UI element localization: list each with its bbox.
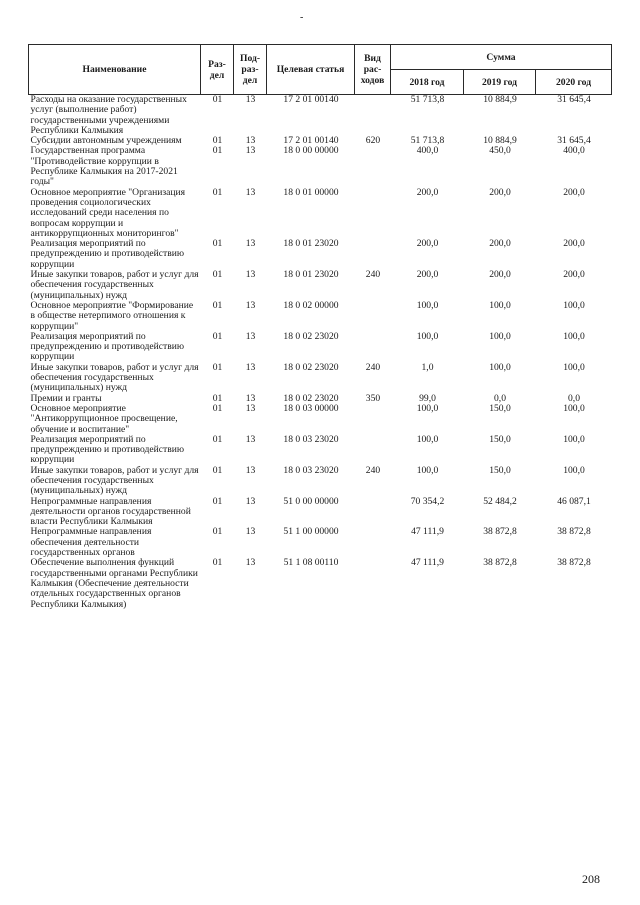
- row-podrazdel: 13: [245, 186, 256, 198]
- row-razdel: 01: [212, 94, 223, 105]
- row-sum-2019: 150,0: [489, 464, 511, 476]
- header-name: Наименование: [29, 45, 201, 95]
- row-razdel: 01: [212, 299, 223, 311]
- row-sum-2018: 100,0: [416, 299, 439, 311]
- row-podrazdel: 13: [245, 145, 256, 157]
- row-podrazdel: 13: [245, 94, 256, 105]
- row-sum-2019: 38 872,8: [483, 557, 517, 569]
- row-target-article: 18 0 01 00000: [283, 186, 339, 198]
- row-sum-2019: 200,0: [489, 269, 511, 281]
- row-razdel: 01: [212, 186, 223, 198]
- row-sum-2018: 100,0: [416, 464, 439, 476]
- row-expense-type: 240: [365, 269, 381, 281]
- row-sum-2019: 100,0: [489, 361, 511, 373]
- row-podrazdel: 13: [245, 526, 256, 538]
- row-sum-2019: 150,0: [489, 433, 511, 445]
- row-target-article: 51 1 00 00000: [283, 526, 339, 538]
- row-razdel: 01: [212, 145, 223, 157]
- row-expense-type: [355, 404, 391, 435]
- row-razdel: 01: [212, 464, 223, 476]
- row-sum-2018: 99,0: [419, 392, 436, 404]
- table-row: [29, 404, 612, 435]
- row-sum-2018: 1,0: [421, 361, 434, 373]
- row-sum-2020: 200,0: [563, 238, 585, 250]
- row-sum-2020: 0,0: [568, 392, 580, 404]
- header-expense-type: Вид рас-ходов: [355, 45, 391, 95]
- table-row: [29, 435, 612, 466]
- row-name: Расходы на оказание государственных услуг (выполнение работ) государственными учреждениями Республики Калмыкия: [30, 94, 187, 136]
- row-target-article: 18 0 00 00000: [283, 145, 339, 157]
- row-sum-2020: 38 872,8: [557, 526, 591, 538]
- row-sum-2019: 200,0: [489, 186, 511, 198]
- row-target-article: 17 2 01 00140: [283, 94, 339, 105]
- row-podrazdel: 13: [245, 402, 256, 414]
- row-name: Основное мероприятие "Антикоррупционное просвещение, обучение и воспитание": [30, 402, 178, 435]
- row-podrazdel: 13: [245, 557, 256, 569]
- row-razdel: 01: [212, 238, 223, 250]
- row-sum-2018: 51 713,8: [410, 94, 445, 105]
- row-target-article: 18 0 01 23020: [283, 269, 339, 281]
- row-razdel: 01: [212, 402, 223, 414]
- table-row: [29, 527, 612, 558]
- table-row: [29, 466, 612, 497]
- row-expense-type: [355, 558, 391, 609]
- row-sum-2020: 100,0: [563, 330, 585, 342]
- row-sum-2018: 47 111,9: [411, 526, 444, 538]
- row-sum-2019: 150,0: [489, 402, 511, 414]
- row-target-article: 18 0 02 23020: [283, 361, 339, 373]
- row-sum-2020: 46 087,1: [557, 495, 591, 507]
- row-sum-2020: 31 645,4: [557, 135, 591, 147]
- row-sum-2019: 52 484,2: [483, 495, 517, 507]
- row-sum-2020: 100,0: [563, 299, 585, 311]
- header-target-article: Целевая статья: [267, 45, 355, 95]
- row-podrazdel: 13: [245, 238, 256, 250]
- row-sum-2018: 200,0: [416, 238, 439, 250]
- row-expense-type: 240: [365, 464, 381, 476]
- row-sum-2020: 400,0: [563, 145, 585, 157]
- budget-table: [28, 44, 612, 610]
- table-body: [29, 95, 612, 610]
- row-name: Премии и гранты: [30, 392, 102, 404]
- row-sum-2020: 38 872,8: [557, 557, 591, 569]
- row-podrazdel: 13: [245, 495, 256, 507]
- row-target-article: 18 0 01 23020: [283, 238, 339, 250]
- row-target-article: 51 0 00 00000: [283, 495, 339, 507]
- row-sum-2018: 100,0: [416, 402, 439, 414]
- page-number: 208: [582, 872, 600, 886]
- row-sum-2020: 100,0: [563, 464, 585, 476]
- row-razdel: 01: [212, 557, 223, 569]
- table-row: [29, 188, 612, 239]
- row-sum-2019: 450,0: [489, 145, 511, 157]
- row-razdel: 01: [212, 269, 223, 281]
- row-podrazdel: 13: [245, 269, 256, 281]
- row-target-article: 18 0 03 00000: [283, 402, 339, 414]
- header-razdel: Раз-дел: [201, 45, 234, 95]
- row-name: Непрограммные направления деятельности органов государственной власти Республики Калмыкия: [30, 495, 191, 528]
- row-name: Основное мероприятие "Формирование в обществе нетерпимого отношения к коррупции": [30, 299, 194, 332]
- row-podrazdel: 13: [245, 433, 256, 445]
- row-sum-2020: 200,0: [563, 186, 585, 198]
- row-target-article: 18 0 02 00000: [283, 299, 339, 311]
- row-name: Иные закупки товаров, работ и услуг для обеспечения государственных (муниципальных) нужд: [30, 464, 199, 497]
- row-expense-type: [355, 301, 391, 332]
- header-year-2020: 2020 год: [536, 70, 612, 95]
- table-row: [29, 363, 612, 394]
- row-podrazdel: 13: [245, 392, 256, 404]
- row-razdel: 01: [212, 495, 223, 507]
- row-razdel: 01: [212, 433, 223, 445]
- row-target-article: 18 0 03 23020: [283, 464, 339, 476]
- row-name: Реализация мероприятий по предупреждению и противодействию коррупции: [30, 330, 185, 363]
- row-sum-2018: 100,0: [416, 330, 439, 342]
- row-expense-type: [355, 239, 391, 270]
- row-sum-2018: 400,0: [416, 145, 439, 157]
- row-target-article: 17 2 01 00140: [283, 135, 339, 147]
- table-row: [29, 239, 612, 270]
- row-name: Обеспечение выполнения функций государственными органами Республики Калмыкия (Обеспечение деятельности отдельных государственных органов Республики Калмыкия): [30, 557, 198, 610]
- row-name: Субсидии автономным учреждениям: [30, 135, 182, 147]
- row-expense-type: 620: [365, 135, 381, 147]
- row-podrazdel: 13: [245, 464, 256, 476]
- row-expense-type: [355, 435, 391, 466]
- table-row: [29, 146, 612, 187]
- top-mark: -: [300, 12, 304, 23]
- row-name: Иные закупки товаров, работ и услуг для обеспечения государственных (муниципальных) нужд: [30, 361, 199, 394]
- row-razdel: 01: [212, 330, 223, 342]
- row-sum-2018: 100,0: [416, 433, 439, 445]
- row-sum-2018: 47 111,9: [411, 557, 444, 569]
- row-expense-type: [355, 188, 391, 239]
- row-sum-2018: 200,0: [416, 186, 439, 198]
- row-target-article: 18 0 02 23020: [283, 392, 339, 404]
- row-name: Непрограммные направления обеспечения деятельности государственных органов: [30, 526, 152, 559]
- row-razdel: 01: [212, 361, 223, 373]
- row-sum-2019: 38 872,8: [483, 526, 517, 538]
- table-row: [29, 332, 612, 363]
- table-row: [29, 301, 612, 332]
- row-name: Основное мероприятие "Организация проведения социологических исследований среди населения по вопросам коррупции и антикоррупционных мониторингов": [30, 186, 186, 239]
- header-sum: Сумма: [391, 45, 612, 70]
- table-row: [29, 558, 612, 609]
- header-year-2019: 2019 год: [464, 70, 536, 95]
- row-expense-type: 240: [365, 361, 381, 373]
- row-sum-2019: 200,0: [489, 238, 511, 250]
- row-expense-type: [355, 332, 391, 363]
- row-sum-2020: 200,0: [563, 269, 585, 281]
- row-sum-2018: 70 354,2: [410, 495, 445, 507]
- row-target-article: 18 0 02 23020: [283, 330, 339, 342]
- row-razdel: 01: [212, 392, 223, 404]
- row-podrazdel: 13: [245, 299, 256, 311]
- row-sum-2020: 31 645,4: [557, 94, 591, 105]
- row-sum-2020: 100,0: [563, 402, 585, 414]
- row-sum-2019: 100,0: [489, 330, 511, 342]
- row-razdel: 01: [212, 135, 223, 147]
- row-expense-type: [355, 95, 391, 137]
- row-expense-type: [355, 146, 391, 187]
- row-name: Государственная программа "Противодействие коррупции в Республике Калмыкия на 2017-2021 годы": [30, 145, 178, 188]
- row-target-article: 51 1 08 00110: [283, 557, 339, 569]
- row-target-article: 18 0 03 23020: [283, 433, 339, 445]
- row-name: Реализация мероприятий по предупреждению и противодействию коррупции: [30, 238, 185, 270]
- row-sum-2019: 0,0: [494, 392, 506, 404]
- row-podrazdel: 13: [245, 361, 256, 373]
- row-sum-2019: 10 884,9: [483, 135, 517, 147]
- header-podrazdel: Под-раз-дел: [234, 45, 267, 95]
- row-name: Иные закупки товаров, работ и услуг для обеспечения государственных (муниципальных) нужд: [30, 269, 199, 301]
- row-podrazdel: 13: [245, 135, 256, 147]
- row-sum-2019: 10 884,9: [483, 94, 517, 105]
- row-name: Реализация мероприятий по предупреждению и противодействию коррупции: [30, 433, 185, 466]
- table-row: [29, 95, 612, 137]
- row-podrazdel: 13: [245, 330, 256, 342]
- row-sum-2018: 51 713,8: [410, 135, 445, 147]
- table-row: [29, 497, 612, 528]
- header-year-2018: 2018 год: [391, 70, 464, 95]
- row-sum-2018: 200,0: [416, 269, 439, 281]
- row-expense-type: 350: [365, 392, 381, 404]
- row-sum-2020: 100,0: [563, 361, 585, 373]
- row-sum-2020: 100,0: [563, 433, 585, 445]
- row-razdel: 01: [212, 526, 223, 538]
- row-expense-type: [355, 527, 391, 558]
- table-row: [29, 270, 612, 301]
- row-expense-type: [355, 497, 391, 528]
- row-sum-2019: 100,0: [489, 299, 511, 311]
